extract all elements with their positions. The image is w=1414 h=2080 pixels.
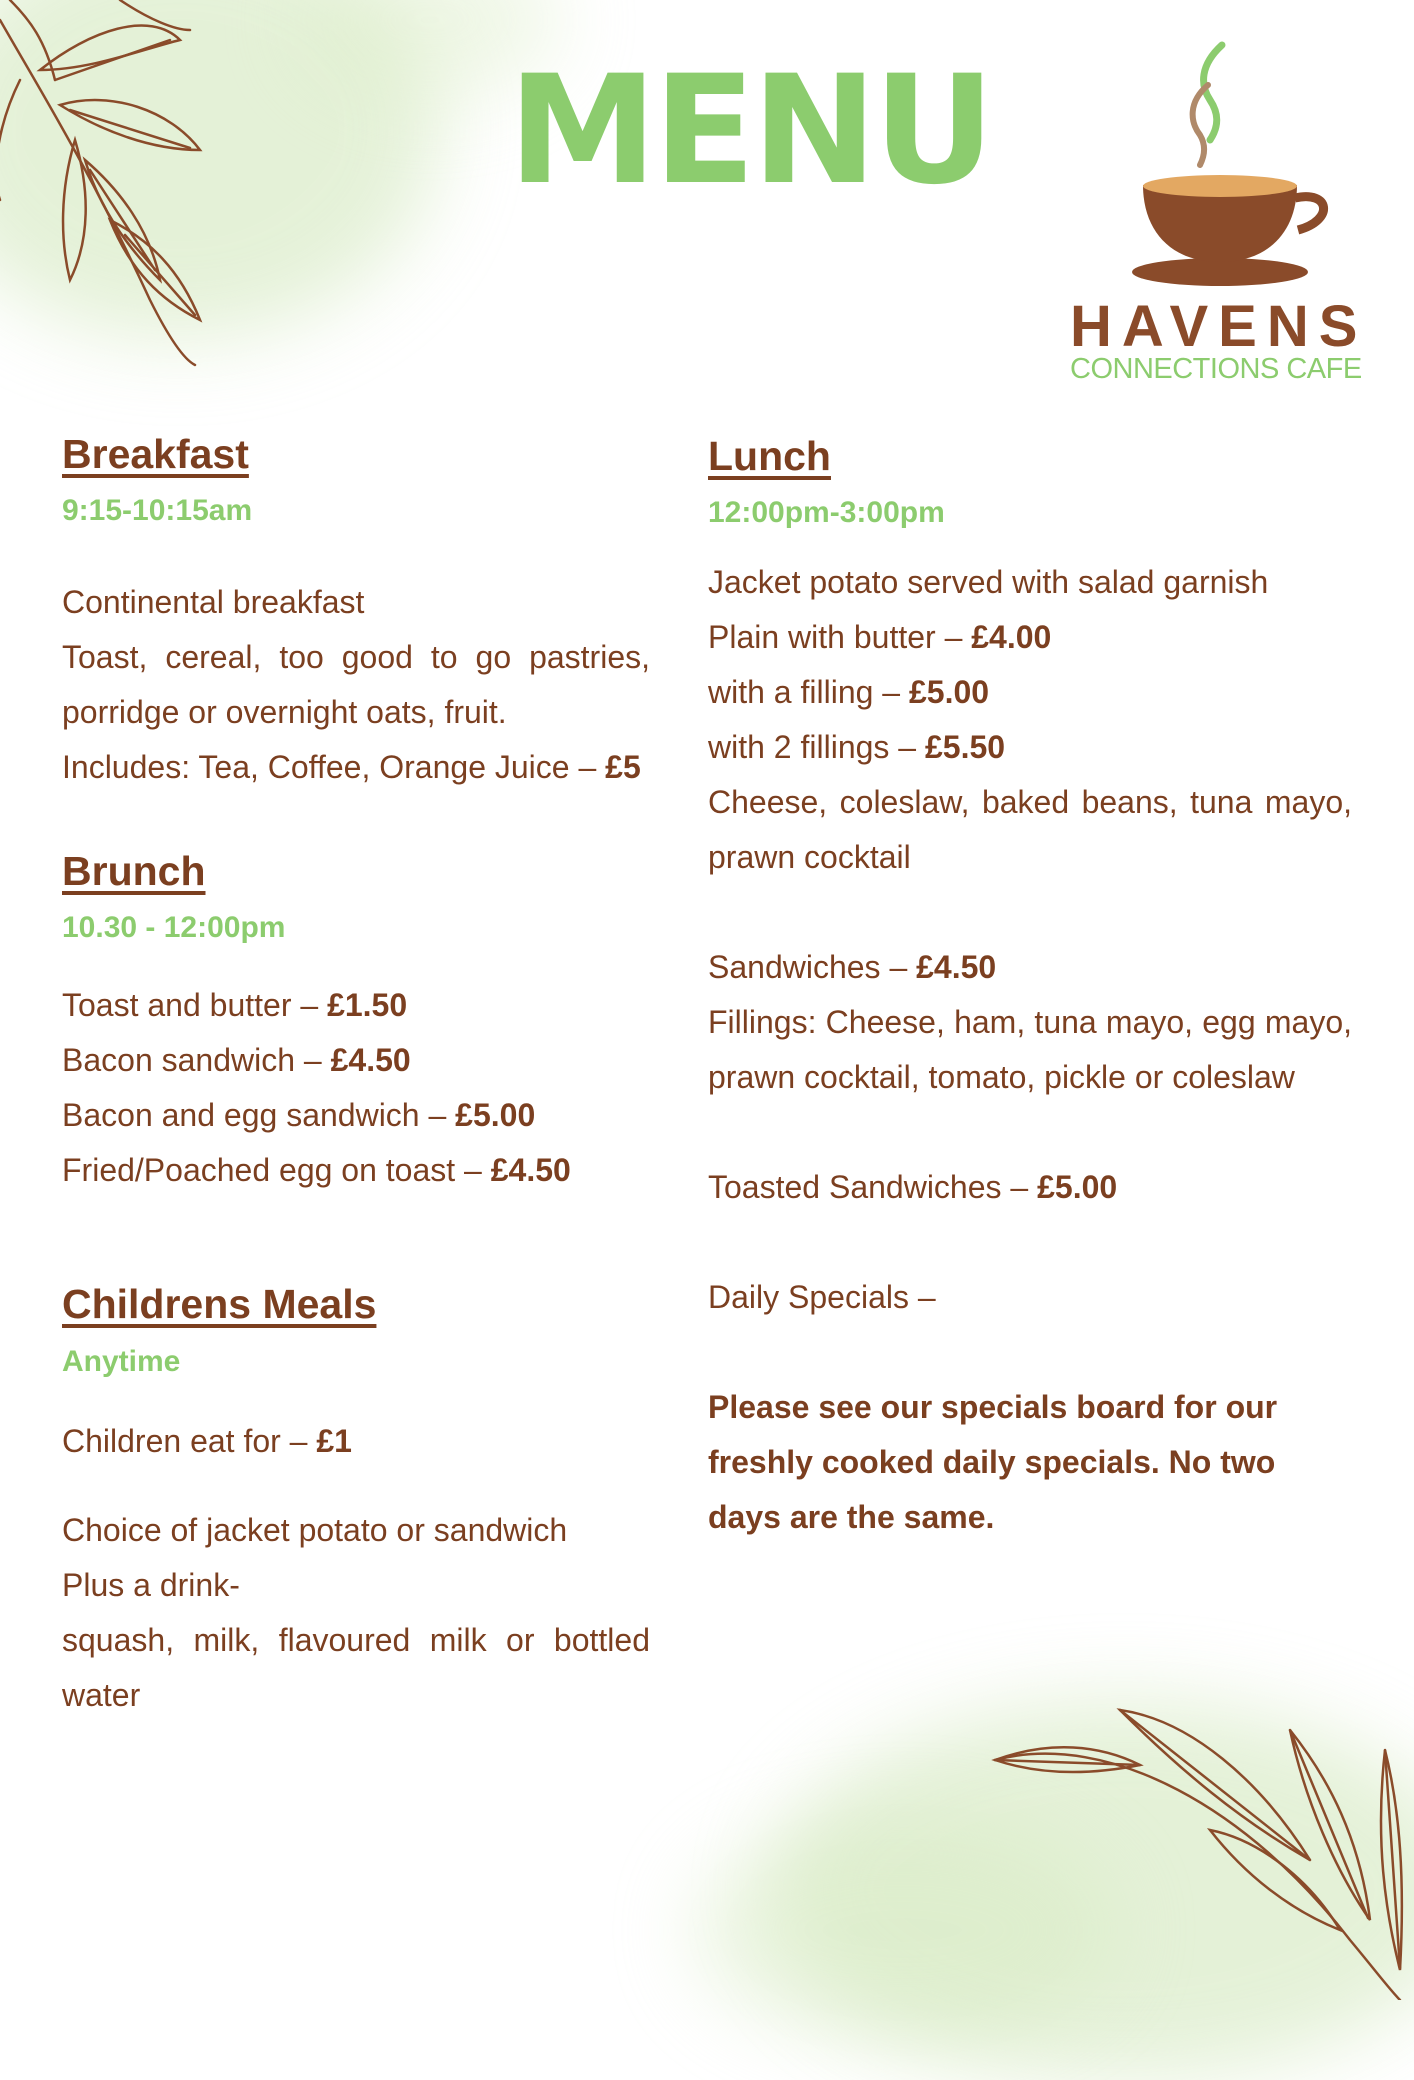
leaf-branch-bottom-right-icon [990,1690,1414,2000]
childrens-offer [62,1414,650,1469]
sandwiches-label: Sandwiches – [708,949,917,986]
sandwich-fillings: Fillings: Cheese, ham, tuna mayo, egg mayo, prawn cocktail, tomato, pickle or coleslaw [708,1004,1352,1096]
toasted-item [708,1160,1352,1215]
menu-item-price: £5.50 [924,729,1006,766]
breakfast-description: Toast, cereal, too good to go pastries, porridge or overnight oats, fruit. [62,639,650,731]
daily-specials: Daily Specials – [708,1279,936,1316]
breakfast-section [62,430,650,795]
childrens-heading: Childrens Meals [62,1281,377,1328]
menu-item [62,1033,650,1088]
menu-item-price: £4.50 [490,1152,571,1189]
logo-subtitle: CONNECTIONS CAFE [1070,353,1362,385]
brunch-section [62,847,650,1198]
menu-item [708,720,1352,775]
breakfast-item-title: Continental breakfast [62,584,365,621]
jacket-title: Jacket potato served with salad garnish [708,564,1269,601]
menu-item-price: £5.00 [908,674,990,711]
childrens-time: Anytime [62,1344,181,1378]
childrens-plus: Plus a drink- [62,1566,240,1603]
menu-item-name: Fried/Poached egg on toast – [62,1152,491,1189]
sandwiches-item [708,940,1352,995]
breakfast-price: £5 [605,749,641,786]
childrens-offer-price: £1 [316,1422,352,1459]
menu-item-name: Bacon and egg sandwich – [62,1097,456,1134]
logo-name: HAVENS [1070,294,1368,359]
menu-item-name: with a filling – [708,674,909,711]
menu-item-name: with 2 fillings – [708,729,925,766]
menu-item-price: £5.00 [455,1097,536,1134]
breakfast-heading: Breakfast [62,431,249,477]
toasted-label: Toasted Sandwiches – [708,1169,1038,1206]
childrens-choice: Choice of jacket potato or sandwich [62,1511,568,1548]
sandwiches-price: £4.50 [916,949,997,986]
leaf-branch-top-left-icon [0,0,230,370]
menu-item-name: Toast and butter – [62,987,328,1024]
menu-item-price: £1.50 [327,987,408,1024]
menu-item [62,1088,650,1143]
menu-item-price: £4.50 [330,1042,411,1079]
lunch-section [708,432,1352,1545]
brunch-time: 10.30 - 12:00pm [62,911,286,945]
menu-item-name: Bacon sandwich – [62,1042,331,1079]
lunch-heading: Lunch [708,433,831,479]
childrens-offer-text: Children eat for – [62,1422,317,1459]
right-column [708,432,1352,1545]
menu-item [62,1143,650,1198]
left-column [62,430,650,1723]
specials-notice: Please see our specials board for our freshly cooked daily specials. No two days are the same. [708,1389,1278,1536]
menu-item-name: Plain with butter – [708,619,972,656]
breakfast-time: 9:15-10:15am [62,494,253,528]
lunch-time: 12:00pm-3:00pm [708,496,945,530]
breakfast-includes-text: Includes: Tea, Coffee, Orange Juice – [62,749,606,786]
menu-item-price: £4.00 [971,619,1052,656]
menu-item [62,978,650,1033]
toasted-price: £5.00 [1037,1169,1118,1206]
menu-item [708,610,1352,665]
brunch-heading: Brunch [62,848,206,895]
childrens-drinks: squash, milk, flavoured milk or bottled water [62,1621,650,1713]
jacket-fillings: Cheese, coleslaw, baked beans, tuna mayo, prawn cocktail [708,784,1352,876]
menu-item [708,665,1352,720]
breakfast-includes [62,740,650,795]
menu-title: MENU [508,44,992,218]
childrens-meals-section [62,1280,650,1722]
